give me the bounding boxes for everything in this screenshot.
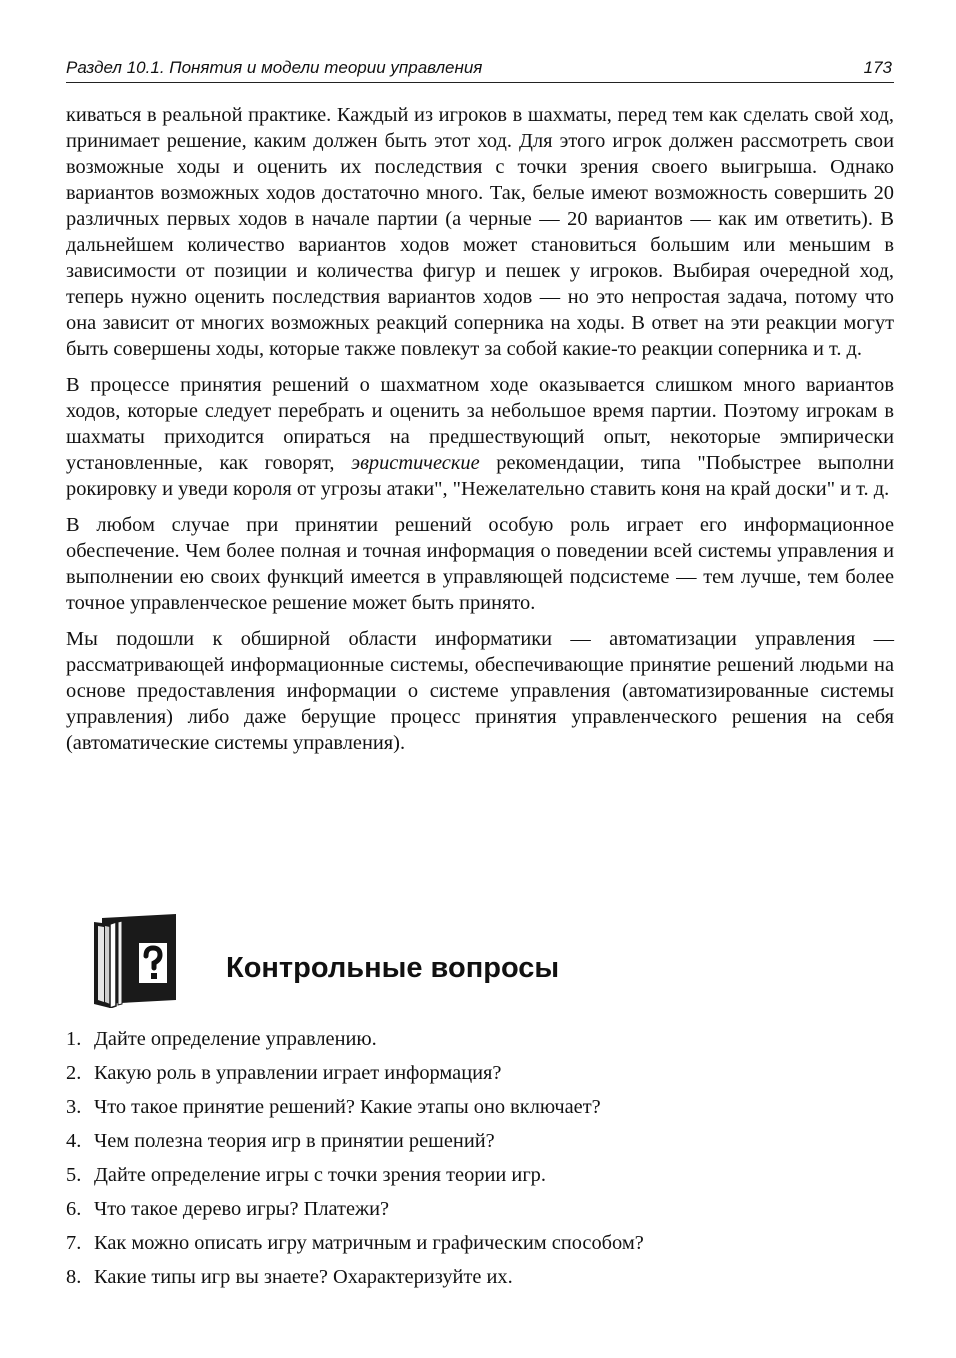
list-item-text: Какие типы игр вы знаете? Охарактеризуйте их. xyxy=(94,1266,513,1288)
list-item xyxy=(66,1194,894,1228)
list-item-text: Как можно описать игру матричным и графическим способом? xyxy=(94,1232,644,1254)
paragraph: Мы подошли к обширной области информатики — автоматизации управления — рассматривающей информационные системы, обеспечивающие принятие решений людьми на основе предоставления информации о системе управления (автоматизированные системы управления) либо даже берущие процесс принятия управленческого решения на себя (автоматические системы управления). xyxy=(66,628,894,754)
list-item-number: 8. xyxy=(66,1266,82,1288)
list-item-number: 7. xyxy=(66,1232,82,1254)
list-item-text: Что такое принятие решений? Какие этапы оно включает? xyxy=(94,1096,601,1118)
paragraph: В любом случае при принятии решений особую роль играет его информационное обеспечение. Чем более полная и точная информация о поведении всей системы управления и выполнении ею своих функций имеется в управляющей подсистеме — тем лучше, тем более точное управленческое решение может быть принято. xyxy=(66,514,894,614)
list-item-number: 5. xyxy=(66,1164,82,1186)
list-item-number: 4. xyxy=(66,1130,82,1152)
paragraph: киваться в реальной практике. Каждый из игроков в шахматы, перед тем как сделать свой ход, принимает решение, каким должен быть этот ход. Для этого игрок должен рассмотреть свои возможные ходы и оценить их последствия с точки зрения своего выигрыша. Однако вариантов возможных ходов достаточно много. Так, белые имеют возможность совершить 20 различных первых ходов в начале партии (а черные — 20 вариантов — как им ответить). В дальнейшем количество вариантов ходов может становиться большим или меньшим в зависимости от позиции и количества фигур и пешек у игроков. Выбирая очередной ход, теперь нужно оценить последствия вариантов ходов — но это непростая задача, потому что она зависит от многих возможных реакций соперника на ходы. В ответ на эти реакции могут быть совершены ходы, которые также повлекут за собой какие-то реакции соперника и т. д. xyxy=(66,104,894,360)
list-item-text: Что такое дерево игры? Платежи? xyxy=(94,1198,390,1220)
list-item xyxy=(66,1262,894,1296)
paragraph: В процессе принятия решений о шахматном ходе оказывается слишком много вариантов ходов, которые следует перебрать и оценить за небольшое время партии. Поэтому игрокам в шахматы приходится опираться на предшествующий опыт, некоторые эмпирически установленные, как говорят, эвристические рекомендации, типа "Побыстрее выполни рокировку и уведи короля от угрозы атаки", "Нежелательно ставить коня на край доски" и т. д. xyxy=(66,374,895,500)
section-title: Контрольные вопросы xyxy=(226,952,560,984)
list-item xyxy=(66,1228,894,1262)
list-item xyxy=(66,1058,894,1092)
list-item xyxy=(66,1092,894,1126)
running-title: Раздел 10.1. Понятия и модели теории управления xyxy=(66,58,483,77)
list-item-number: 2. xyxy=(66,1062,82,1084)
questions-list xyxy=(66,1024,894,1296)
list-item-number: 1. xyxy=(66,1028,82,1050)
list-item-text: Чем полезна теория игр в принятии решений? xyxy=(94,1130,495,1152)
emphasized-term: эвристические xyxy=(351,452,480,474)
list-item-text: Дайте определение игры с точки зрения теории игр. xyxy=(94,1164,546,1186)
page-number: 173 xyxy=(863,58,892,77)
list-item-number: 3. xyxy=(66,1096,82,1118)
list-item-number: 6. xyxy=(66,1198,82,1220)
running-header xyxy=(66,56,894,83)
book-question-icon xyxy=(88,912,180,1008)
body-text xyxy=(66,102,894,766)
list-item xyxy=(66,1024,894,1058)
list-item-text: Дайте определение управлению. xyxy=(94,1028,377,1050)
list-item-text: Какую роль в управлении играет информация? xyxy=(94,1062,502,1084)
list-item xyxy=(66,1126,894,1160)
list-item xyxy=(66,1160,894,1194)
